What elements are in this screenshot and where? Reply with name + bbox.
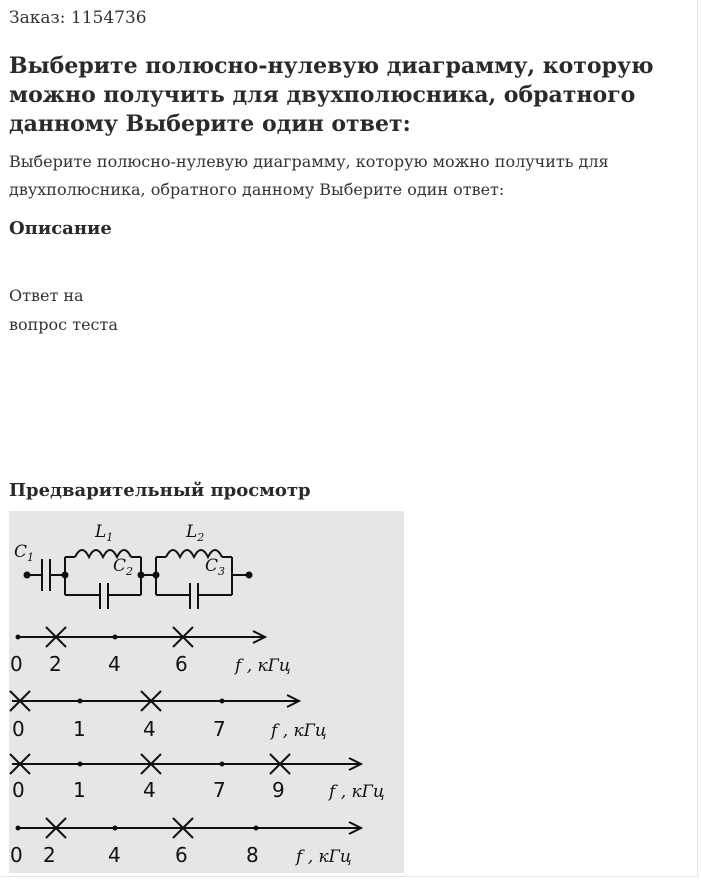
preview-figure [9, 511, 404, 873]
description-heading: Описание [9, 218, 112, 239]
zero-marker [113, 635, 118, 640]
tick-label: 6 [175, 652, 188, 676]
label-l2: $L_2$ [186, 522, 205, 544]
zero-marker [113, 826, 118, 831]
zero-marker [220, 762, 225, 767]
tick-label: 0 [10, 843, 23, 867]
tick-label: 2 [49, 652, 62, 676]
terminal-dot [247, 573, 252, 578]
option-3-diagram [10, 754, 385, 802]
tick-label: 4 [108, 843, 121, 867]
tick-label: 7 [213, 717, 226, 741]
tick-label: 6 [175, 843, 188, 867]
zero-marker [78, 762, 83, 767]
axis-label: f , кГц [271, 721, 327, 741]
tick-label: 4 [143, 717, 156, 741]
zero-marker [78, 699, 83, 704]
option-1-diagram [10, 627, 291, 676]
tick-label: 4 [108, 652, 121, 676]
tick-label: 0 [12, 717, 25, 741]
label-c3: $C_3$ [205, 556, 226, 578]
answer-text-line2: вопрос теста [9, 315, 118, 334]
label-c2: $C_2$ [113, 556, 134, 578]
tick-label: 7 [213, 778, 226, 802]
tick-label: 4 [143, 778, 156, 802]
axis-label: f , кГц [235, 656, 291, 676]
tick-label: 1 [73, 717, 86, 741]
axis-label: f , кГц [296, 847, 352, 867]
answer-text-line1: Ответ на [9, 286, 84, 305]
zero-marker [16, 635, 21, 640]
tick-label: 2 [43, 843, 56, 867]
order-number: Заказ: 1154736 [9, 8, 147, 28]
tick-label: 1 [73, 778, 86, 802]
preview-image [9, 511, 404, 873]
option-2-diagram [10, 691, 327, 741]
answer-text [9, 281, 118, 339]
tick-label: 8 [246, 843, 259, 867]
tick-label: 0 [12, 778, 25, 802]
label-c1: $C_1$ [14, 542, 35, 564]
circuit-labels [14, 522, 225, 578]
label-l1: $L_1$ [95, 522, 114, 544]
question-text: Выберите полюсно-нулевую диаграмму, которую можно получить для двухполюсника, обратного данному Выберите один ответ: [9, 152, 609, 199]
axis-label: f , кГц [329, 782, 385, 802]
page-title: Выберите полюсно-нулевую диаграмму, которую можно получить для двухполюсника, обратного данному Выберите один ответ: [9, 53, 654, 137]
zero-marker [220, 699, 225, 704]
tick-label: 0 [10, 652, 23, 676]
preview-heading: Предварительный просмотр [9, 480, 311, 501]
zero-marker [254, 826, 259, 831]
tick-label: 9 [272, 778, 285, 802]
zero-marker [16, 826, 21, 831]
option-4-diagram [10, 818, 361, 867]
